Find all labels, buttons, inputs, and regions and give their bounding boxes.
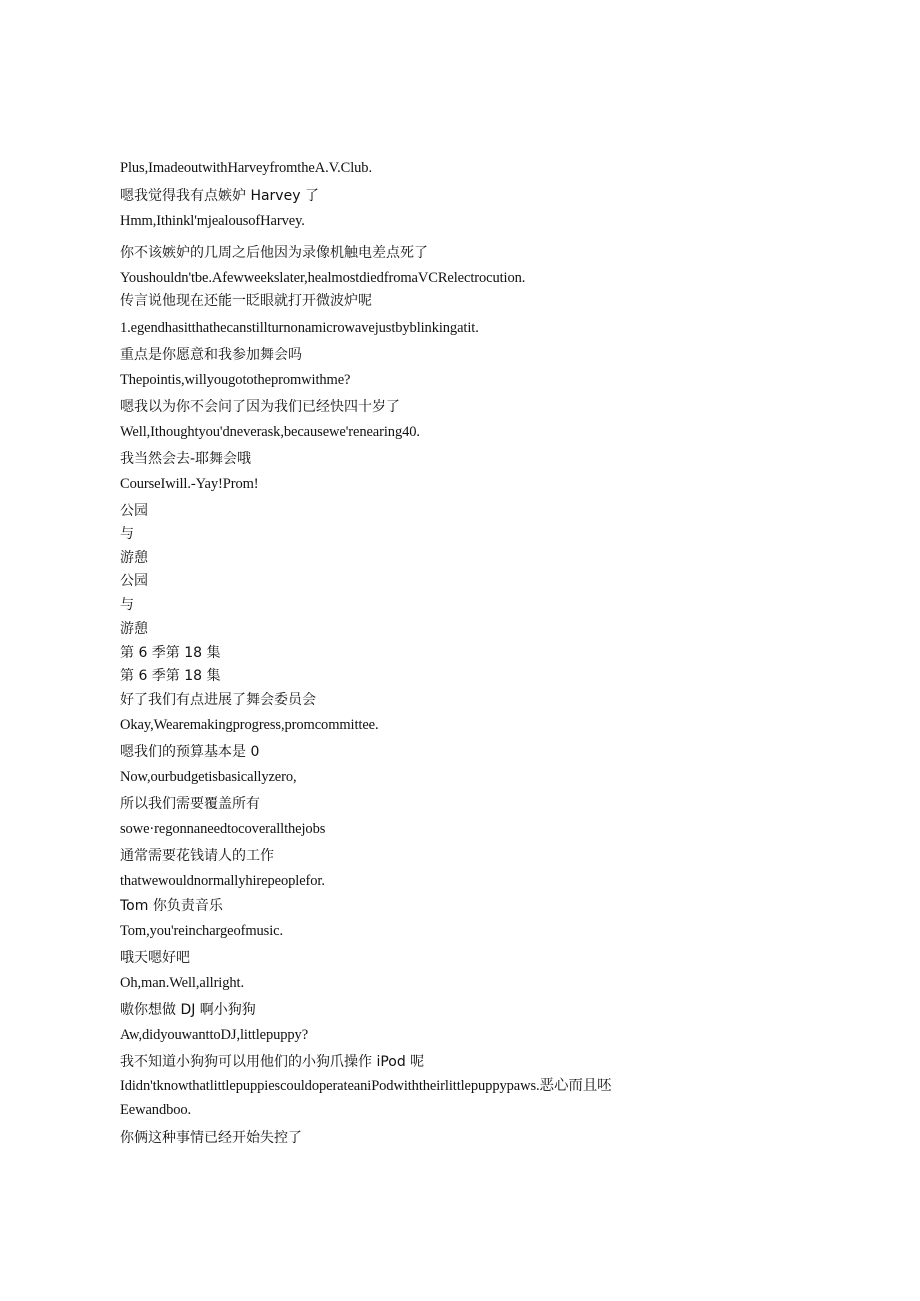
text-line: 好了我们有点进展了舞会委员会: [120, 692, 316, 708]
text-line: Tom,you'reinchargeofmusic.: [120, 923, 284, 939]
text-line: Okay,Wearemakingprogress,promcommittee.: [120, 717, 379, 733]
text-line: 游憩: [120, 550, 148, 566]
text-line: 通常需要花钱请人的工作: [120, 848, 274, 864]
text-line: Well,Ithoughtyou'dneverask,becausewe'renearing40.: [120, 424, 420, 440]
text-line: 你俩这种事情已经开始失控了: [120, 1130, 302, 1146]
text-line: 与: [120, 597, 134, 613]
text-line: 哦天嗯好吧: [120, 950, 190, 966]
text-line: 我不知道小狗狗可以用他们的小狗爪操作 iPod 呢: [120, 1054, 425, 1070]
text-line: Ididn'tknowthatlittlepuppiescouldoperateaniPodwiththeirlittlepuppypaws.恶心而且呸: [120, 1078, 612, 1094]
text-line: 嗯我以为你不会问了因为我们已经快四十岁了: [120, 399, 400, 415]
text-line: Plus,ImadeoutwithHarveyfromtheA.V.Club.: [120, 160, 372, 176]
text-line: 我当然会去-耶舞会哦: [120, 451, 252, 467]
text-line: 你不该嫉妒的几周之后他因为录像机触电差点死了: [120, 245, 428, 261]
text-line: Eewandboo.: [120, 1102, 192, 1118]
text-line: 嗯我们的预算基本是 0: [120, 744, 260, 760]
text-line: Now,ourbudgetisbasicallyzero,: [120, 769, 297, 785]
text-line: 公园: [120, 573, 148, 589]
text-line: Thepointis,willyougotothepromwithme?: [120, 372, 351, 388]
text-line: Aw,didyouwanttoDJ,littlepuppy?: [120, 1027, 309, 1043]
text-line: Tom 你负责音乐: [120, 898, 223, 914]
text-line: 公园: [120, 503, 148, 519]
text-line: Youshouldn'tbe.Afewweekslater,healmostdiedfromaVCRelectrocution.: [120, 270, 526, 286]
text-line: 所以我们需要覆盖所有: [120, 796, 260, 812]
text-line: 传言说他现在还能一眨眼就打开微波炉呢: [120, 293, 372, 309]
text-line: Oh,man.Well,allright.: [120, 975, 244, 991]
text-line: 游憩: [120, 621, 148, 637]
text-line: thatwewouldnormallyhirepeoplefor.: [120, 873, 325, 889]
text-line: 与: [120, 526, 134, 542]
text-line: sowe·regonnaneedtocoverallthejobs: [120, 821, 326, 837]
text-line: CourseIwill.-Yay!Prom!: [120, 476, 259, 492]
text-line: 1.egendhasitthathecanstillturnonamicrowavejustbyblinkingatit.: [120, 320, 479, 336]
text-line: 第 6 季第 18 集: [120, 668, 221, 684]
text-line: 嗷你想做 DJ 啊小狗狗: [120, 1002, 256, 1018]
text-line: 嗯我觉得我有点嫉妒 Harvey 了: [120, 188, 319, 204]
text-line: 重点是你愿意和我参加舞会吗: [120, 347, 302, 363]
text-line: Hmm,Ithinkl'mjealousofHarvey.: [120, 213, 305, 229]
text-line: 第 6 季第 18 集: [120, 645, 221, 661]
